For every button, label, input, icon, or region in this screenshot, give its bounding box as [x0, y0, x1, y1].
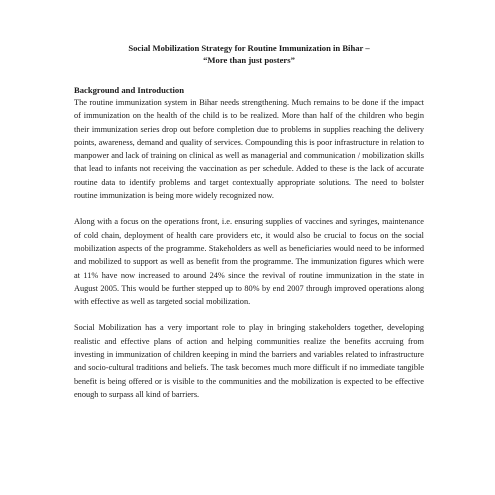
paragraph-2: Along with a focus on the operations front, i.e. ensuring supplies of vaccines and syringes, maintenance of cold chain, deployment of health care providers etc, it would also be crucial to focus on the social mobilization aspects of the programme. Stakeholders as well as beneficiaries would need to be informed and mobilized to support as well as benefit from the programme. The immunization figures which were at 11% have now increased to around 24% since the revival of routine immunization in the state in August 2005. This would be further stepped up to 80% by end 2007 through improved operations along with effective as well as targeted social mobilization.	[74, 217, 424, 307]
section-heading: Background and Introduction	[74, 85, 185, 95]
paragraph-3: Social Mobilization has a very important role to play in bringing stakeholders together, developing realistic and effective plans of action and helping communities realize the benefits accruing from investing in immunization of children keeping in mind the barriers and variables related to infrastructure and socio-cultural traditions and beliefs. The task becomes much more difficult if no immediate tangible benefit is being offered or is visible to the communities and the mobilization is expected to be effective enough to surpass all kind of barriers.	[74, 323, 424, 399]
title-line-2: “More than just posters”	[203, 55, 295, 65]
document-title	[74, 42, 424, 66]
document-page	[74, 42, 424, 401]
paragraph-1: The routine immunization system in Bihar needs strengthening. Much remains to be done if the impact of immunization on the health of the child is to be realized. More than half of the children who begin their immunization series drop out before completion due to problems in supplies reaching the delivery points, awareness, demand and quality of services. Compounding this is poor infrastructure in relation to manpower and lack of training on clinical as well as managerial and communication / mobilization skills that lead to infants not receiving the vaccination as per schedule. Added to these is the lack of accurate routine data to identify problems and target contextually appropriate solutions. The need to bolster routine immunization is being more widely recognized now.	[74, 98, 424, 201]
title-line-1: Social Mobilization Strategy for Routine Immunization in Bihar –	[128, 43, 370, 53]
